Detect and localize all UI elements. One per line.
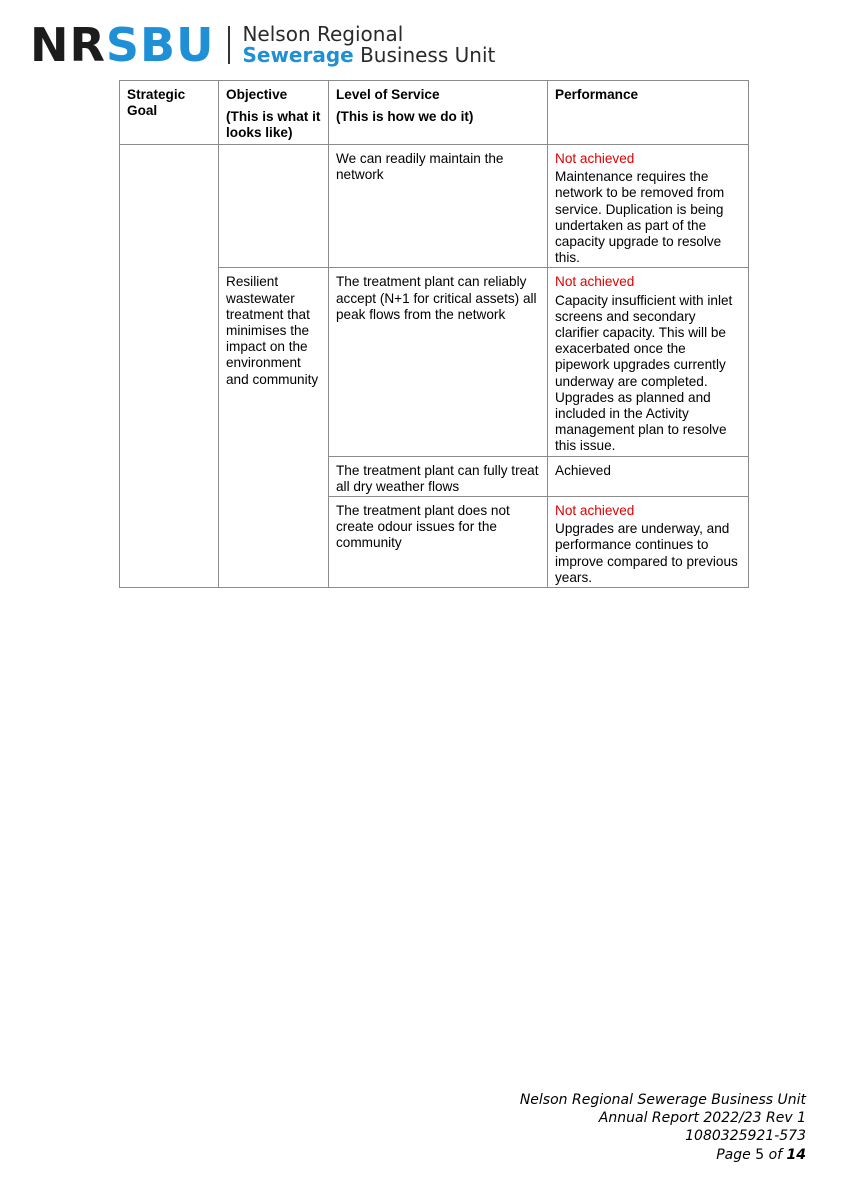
objective-cell bbox=[219, 145, 329, 268]
logo-line-1: Nelson Regional bbox=[242, 22, 404, 46]
header-objective: Objective (This is what it looks like) bbox=[219, 81, 329, 145]
status-text: Achieved bbox=[555, 462, 611, 478]
page-number: Page 5 of 14 bbox=[716, 1146, 806, 1163]
footer-report-title: Annual Report 2022/23 Rev 1 bbox=[598, 1110, 806, 1127]
logo-wordmark bbox=[242, 24, 495, 66]
level-of-service-cell: The treatment plant does not create odour issues for the community bbox=[329, 497, 548, 588]
table-header-row bbox=[120, 81, 749, 145]
strategic-goal-cell bbox=[120, 145, 219, 588]
status-badge: Not achieved bbox=[555, 274, 635, 290]
header-strategic-goal: Strategic Goal bbox=[120, 81, 219, 145]
performance-cell: Not achieved Upgrades are underway, and performance continues to improve compared to previous years. bbox=[548, 497, 749, 588]
performance-cell: Not achieved Maintenance requires the network to be removed from service. Duplication is being undertaken as part of the capacity upgrade to resolve this. bbox=[548, 145, 749, 268]
logo-mark: NRSBU bbox=[30, 18, 215, 72]
level-of-service-table bbox=[119, 80, 749, 588]
nrsbu-logo bbox=[30, 20, 495, 70]
level-of-service-cell: We can readily maintain the network bbox=[329, 145, 548, 268]
footer-org: Nelson Regional Sewerage Business Unit bbox=[519, 1092, 806, 1108]
level-of-service-cell: The treatment plant can reliably accept (N+1 for critical assets) all peak flows from the network bbox=[329, 268, 548, 456]
performance-cell bbox=[548, 456, 749, 496]
status-badge: Not achieved bbox=[555, 503, 635, 519]
page-footer bbox=[520, 1091, 806, 1164]
table-row bbox=[120, 145, 749, 268]
performance-cell: Not achieved Capacity insufficient with inlet screens and secondary clarifier capacity. This will be exacerbated once the pipework upgrades currently underway are completed. Upgrades as planned and included in the Activity management plan to resolve this issue. bbox=[548, 268, 749, 456]
header-performance: Performance bbox=[548, 81, 749, 145]
logo-line-2: Sewerage Business Unit bbox=[242, 43, 496, 67]
header-level-of-service: Level of Service (This is how we do it) bbox=[329, 81, 548, 145]
objective-cell: Resilient wastewater treatment that minimises the impact on the environment and community bbox=[219, 268, 329, 588]
status-badge: Not achieved bbox=[555, 151, 635, 166]
level-of-service-cell: The treatment plant can fully treat all dry weather flows bbox=[329, 456, 548, 496]
footer-document-id: 1080325921-573 bbox=[685, 1128, 806, 1145]
logo-divider bbox=[228, 26, 230, 64]
